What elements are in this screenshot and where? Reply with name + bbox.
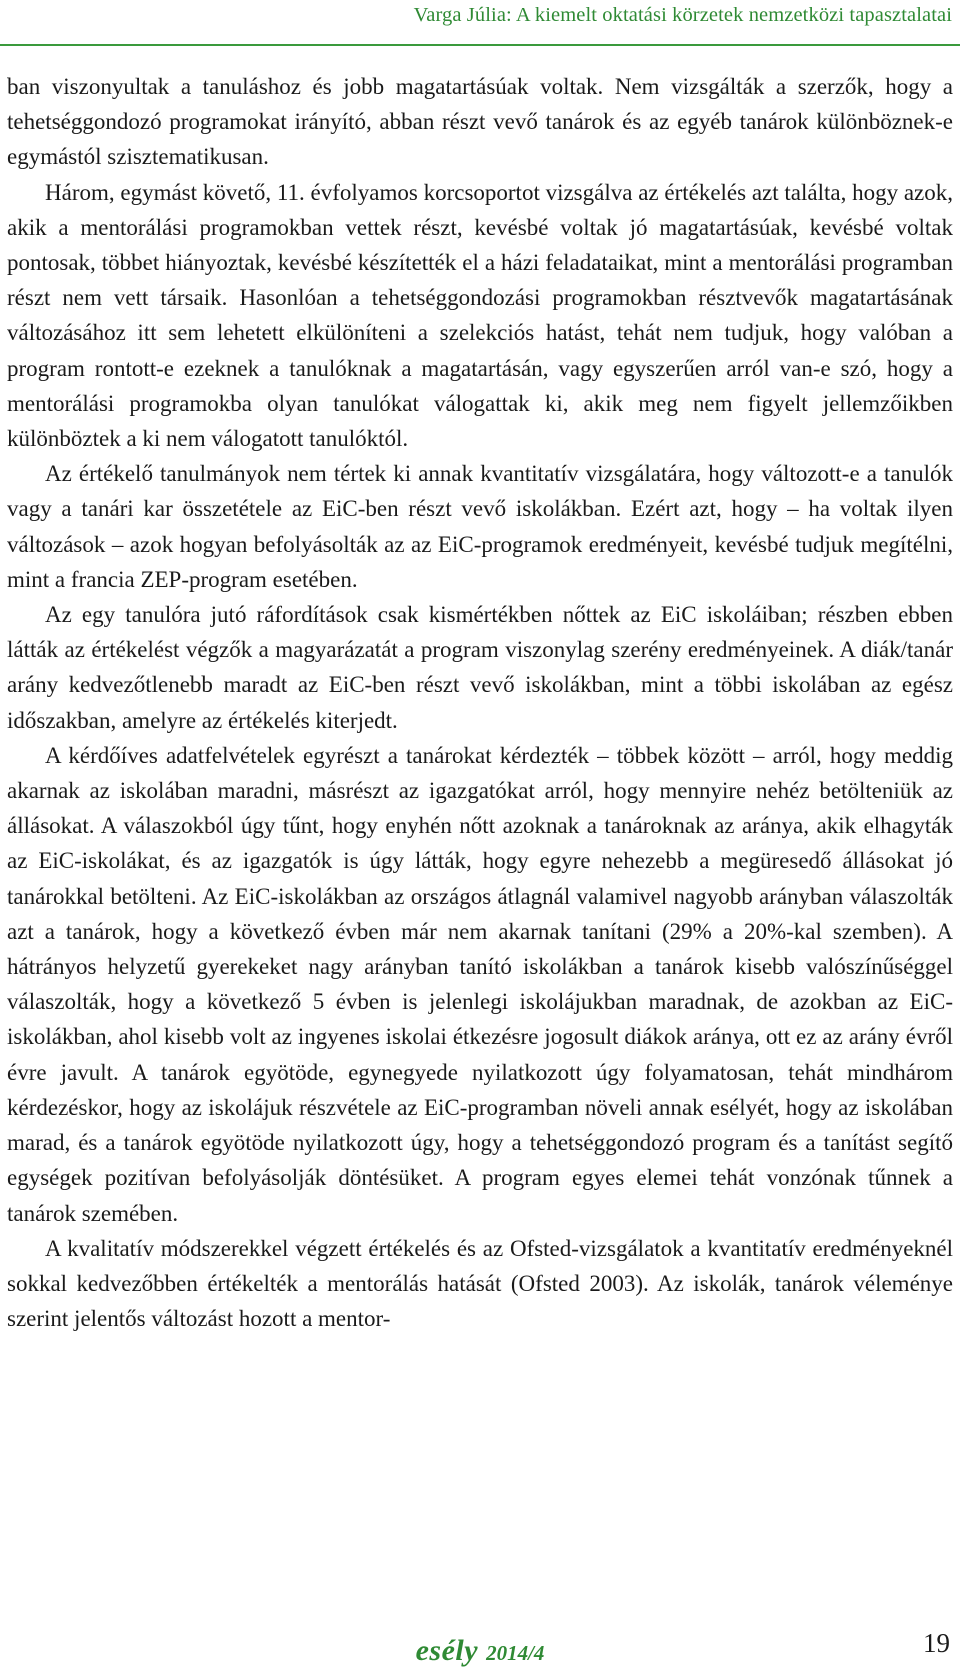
issue-number: 2014/4 xyxy=(486,1641,545,1665)
paragraph: Három, egymást követő, 11. évfolyamos korcsoportot vizsgálva az értékelés azt találta, hogy azok, akik a mentorálási programokban vettek részt, kevésbé voltak jó magatartásúak, kevésbé voltak pontosak, többet hiányoztak, kevésbé készítették el a házi feladataikat, mint a mentorálási programban részt nem vett társaik. Hasonlóan a tehetséggondozási programokban résztvevők magatartásának változásához itt sem lehetett elkülöníteni a szelekciós hatást, tehát nem tudjuk, hogy valóban a program rontott-e ezeknek a tanulóknak a magatartásán, vagy egyszerűen arról van-e szó, hogy a mentorálási programokba olyan tanulókat válogattak ki, akik meg nem figyelt jellemzőikben különböztek a ki nem válogatott tanulóktól. xyxy=(7,179,953,452)
paragraph: Az értékelő tanulmányok nem tértek ki annak kvantitatív vizsgálatára, hogy változott-e a tanulók vagy a tanári kar összetétele az EiC-ben részt vevő iskolákban. Ezért azt, hogy – ha voltak ilyen változások – azok hogyan befolyásolták az az EiC-programok eredményeit, kevésbé tudjuk megítélni, mint a francia ZEP-program esetében. xyxy=(7,461,953,592)
running-header: Varga Júlia: A kiemelt oktatási körzetek nemzetközi tapasztalatai xyxy=(413,4,952,26)
paragraph: Az egy tanulóra jutó ráfordítások csak kismértékben nőttek az EiC iskoláiban; részben ebben látták az értékelést végzők a magyarázatát a program viszonylag szerény eredményeinek. A diák/tanár arány kedvezőtlenebb maradt az EiC-ben részt vevő iskolákban, mint a többi iskolában az egész időszakban, amelyre az értékelés kiterjedt. xyxy=(7,602,953,733)
paragraph-continued: ban viszonyultak a tanuláshoz és jobb magatartásúak voltak. Nem vizsgálták a szerzők, hogy a tehetséggondozó programokat irányító, abban részt vevő tanárok és az egyéb tanárok különböznek-e egymástól szisztematikusan. xyxy=(7,74,953,170)
page-number: 19 xyxy=(923,1628,950,1658)
paragraph: A kvalitatív módszerekkel végzett értékelés és az Ofsted-vizsgálatok a kvantitatív eredményeknél sokkal kedvezőbben értékelték a mentorálás hatását (Ofsted 2003). Az iskolák, tanárok véleménye szerint jelentős változást hozott a mentor- xyxy=(7,1235,953,1332)
paragraph: A kérdőíves adatfelvételek egyrészt a tanárokat kérdezték – többek között – arról, hogy meddig akarnak az iskolában maradni, másrészt az igazgatókat arról, hogy mennyire nehéz betölteniük az állásokat. A válaszokból úgy tűnt, hogy enyhén nőtt azoknak a tanároknak az aránya, akik elhagyták az EiC-iskolákat, és az igazgatók is úgy látták, hogy egyre nehezebb a megüresedő állásokat jó tanárokkal betölteni. Az EiC-iskolákban az országos átlagnál valamivel nagyobb arányban válaszolták azt a tanárok, hogy a következő évben már nem akarnak tanítani (29% a 20%-kal szemben). A hátrányos helyzetű gyerekeket nagy arányban tanító iskolákban a tanárok kisebb valószínűséggel válaszolták, hogy a következő 5 évben is jelenlegi iskolájukban maradnak, de azokban az EiC-iskolákban, ahol kisebb volt az ingyenes iskolai étkezésre jogosult diákok aránya, ott ez az arány évről évre javult. A tanárok egyötöde, egynegyede nyilatkozott úgy folyamatosan, tehát mindhárom kérdezéskor, hogy az iskolájuk részvétele az EiC-programban növeli annak esélyét, hogy az iskolában marad, és a tanárok egyötöde nyilatkozott úgy, hogy a tehetséggondozó program és a tanítást segítő egységek pozitívan befolyásolják döntésüket. A program egyes elemei tehát vonzónak tűnnek a tanárok szemében. xyxy=(7,742,953,1226)
footer-magazine-brand xyxy=(0,1634,960,1668)
header-rule xyxy=(0,44,960,46)
magazine-name: esély xyxy=(415,1634,479,1667)
article-body xyxy=(7,69,953,1336)
